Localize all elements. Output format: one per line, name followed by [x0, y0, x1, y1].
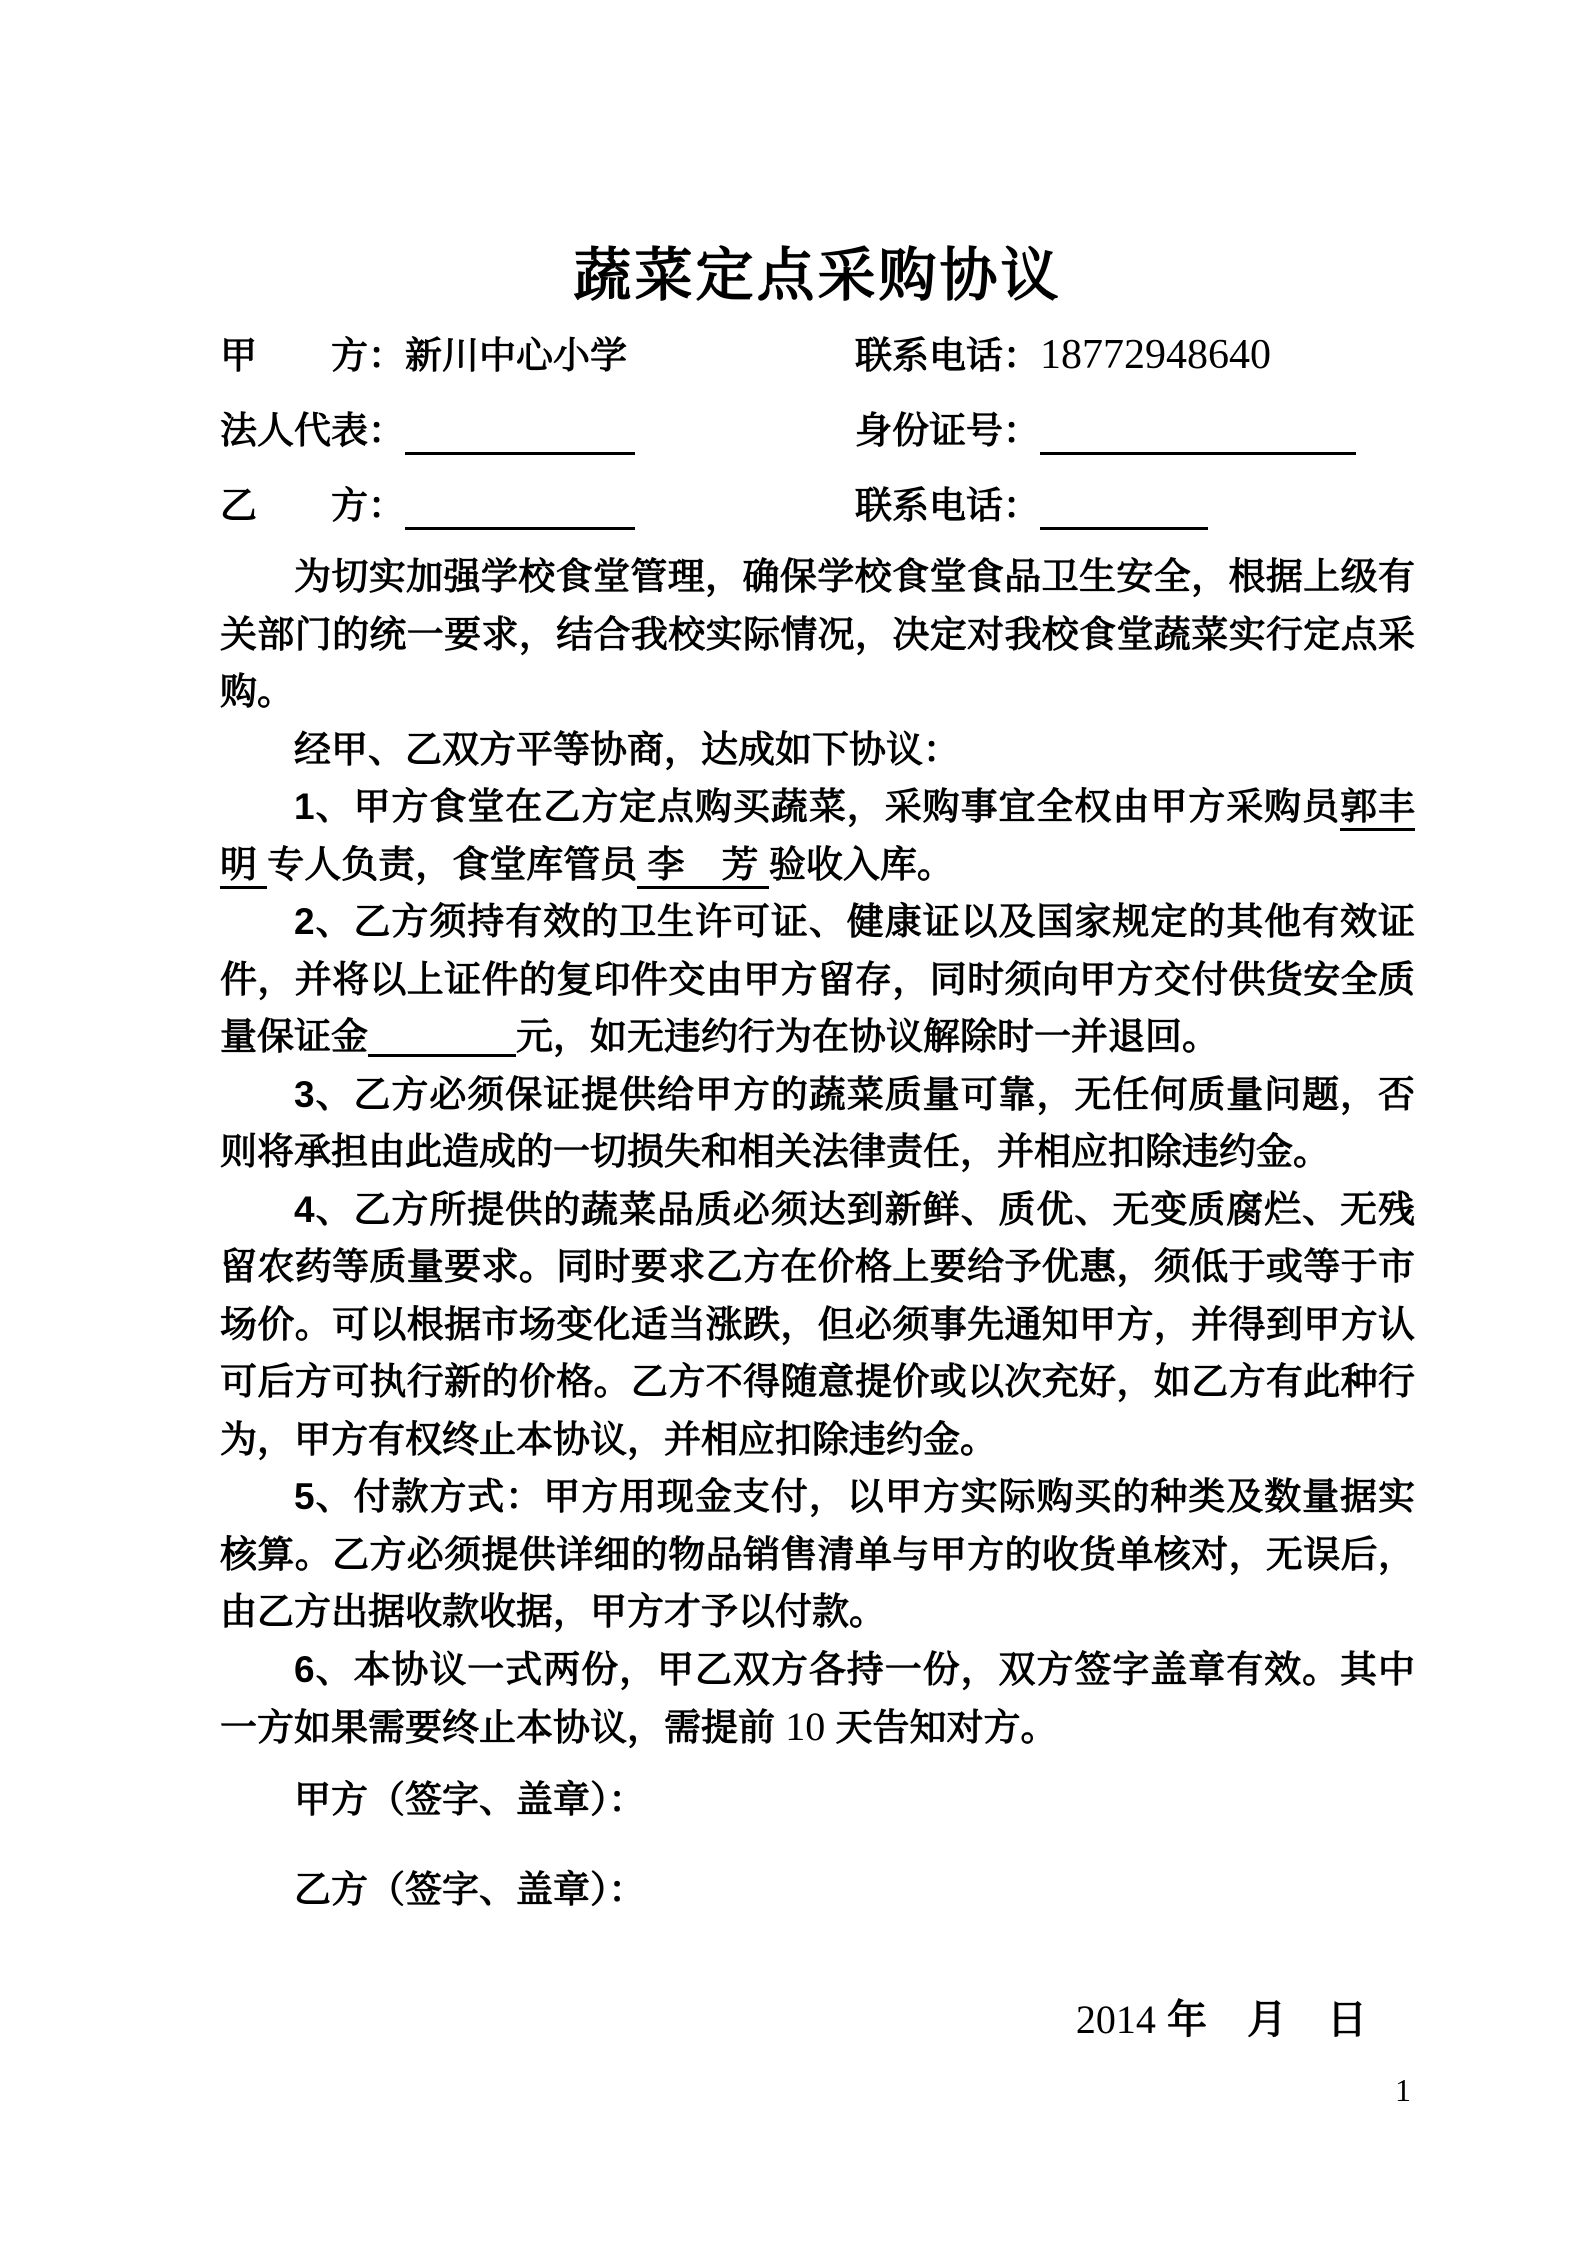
legal-rep-row — [220, 393, 1415, 468]
party-b-blank — [405, 490, 635, 530]
clause-6-text-post: 天告知对方。 — [825, 1707, 1058, 1748]
clause-3: 3、乙方必须保证提供给甲方的蔬菜质量可靠，无任何质量问题，否则将承担由此造成的一切损失和相关法律责任，并相应扣除违约金。 — [220, 1073, 1415, 1172]
page-title: 蔬菜定点采购协议 — [573, 243, 1062, 308]
clause-4: 4、乙方所提供的蔬菜品质必须达到新鲜、质优、无变质腐烂、无残留农药等质量要求。同时要求乙方在价格上要给予优惠，须低于或等于市场价。可以根据市场变化适当涨跌，但必须事先通知甲方，并得到甲方认可后方可执行新的价格。乙方不得随意提价或以次充好，如乙方有此种行为，甲方有权终止本协议，并相应扣除违约金。 — [220, 1188, 1415, 1460]
clause-1-text-pre: 1、甲方食堂在乙方定点购买蔬菜，采购事宜全权由甲方采购员 — [294, 786, 1341, 827]
clause-6 — [220, 1641, 1415, 1757]
party-b-phone-group — [855, 468, 1208, 543]
agreement-lead: 经甲、乙双方平等协商，达成如下协议： — [294, 728, 960, 770]
id-number-group — [855, 393, 1356, 468]
clause-2-text-pre: 2、乙方须持有效的卫生许可证、健康证以及国家规定的其他有效证件，并将以上证件的复印件交由甲方留存，同时须向甲方交付供货安全质量保证金 — [220, 901, 1415, 1057]
party-b-signature-line: 乙方（签字、盖章）： — [294, 1869, 646, 1910]
page-number: 1 — [1395, 2072, 1411, 2108]
id-number-label: 身份证号： — [855, 410, 1040, 451]
party-b-phone-label: 联系电话： — [855, 485, 1040, 526]
clause-1 — [220, 778, 1415, 893]
clause-1-text-post: 验收入库。 — [768, 843, 954, 885]
storekeeper-name-underlined: 李 芳 — [637, 844, 769, 889]
intro-paragraph: 为切实加强学校食堂管理，确保学校食堂食品卫生安全，根据上级有关部门的统一要求，结合我校实际情况，决定对我校食堂蔬菜实行定点采购。 — [220, 556, 1415, 712]
legal-rep-label: 法人代表： — [220, 410, 405, 451]
clause-6-days-value: 10 — [785, 1704, 826, 1749]
date-line — [220, 1991, 1415, 2050]
party-a-signature-line: 甲方（签字、盖章）： — [294, 1778, 646, 1820]
party-b-label: 乙 方： — [220, 485, 405, 526]
party-b-phone-blank — [1040, 490, 1208, 530]
clause-5: 5、付款方式：甲方用现金支付，以甲方实际购买的种类及数量据实核算。乙方必须提供详细的物品销售清单与甲方的收货单核对，无误后，由乙方出据收款收据，甲方才予以付款。 — [220, 1476, 1415, 1632]
clause-2-text-post: 元，如无违约行为在协议解除时一并退回。 — [516, 1016, 1219, 1057]
deposit-amount-blank — [368, 1017, 516, 1057]
document-content — [220, 240, 1415, 2049]
party-a-label: 甲 方： — [220, 335, 405, 376]
date-ymd-labels: 年 月 日 — [1155, 1997, 1367, 2042]
party-a-phone-label: 联系电话： — [855, 335, 1040, 376]
party-a-phone-value: 18772948640 — [1040, 332, 1271, 378]
clause-6-text-pre: 6、本协议一式两份，甲乙双方各持一份，双方签字盖章有效。其中一方如果需要终止本协议，需提前 — [220, 1648, 1415, 1748]
id-number-blank — [1040, 415, 1356, 455]
party-a-phone-group — [855, 318, 1271, 393]
buyer-name-underlined: 郭丰明 — [220, 786, 1415, 889]
party-a-row — [220, 318, 1415, 393]
clause-2 — [220, 893, 1415, 1066]
party-a-value: 新川中心小学 — [405, 335, 627, 376]
clause-1-text-mid: 专人负责，食堂库管员 — [267, 843, 638, 885]
legal-rep-blank — [405, 415, 635, 455]
date-year-value: 2014 — [1075, 1996, 1156, 2042]
party-b-row — [220, 468, 1415, 543]
